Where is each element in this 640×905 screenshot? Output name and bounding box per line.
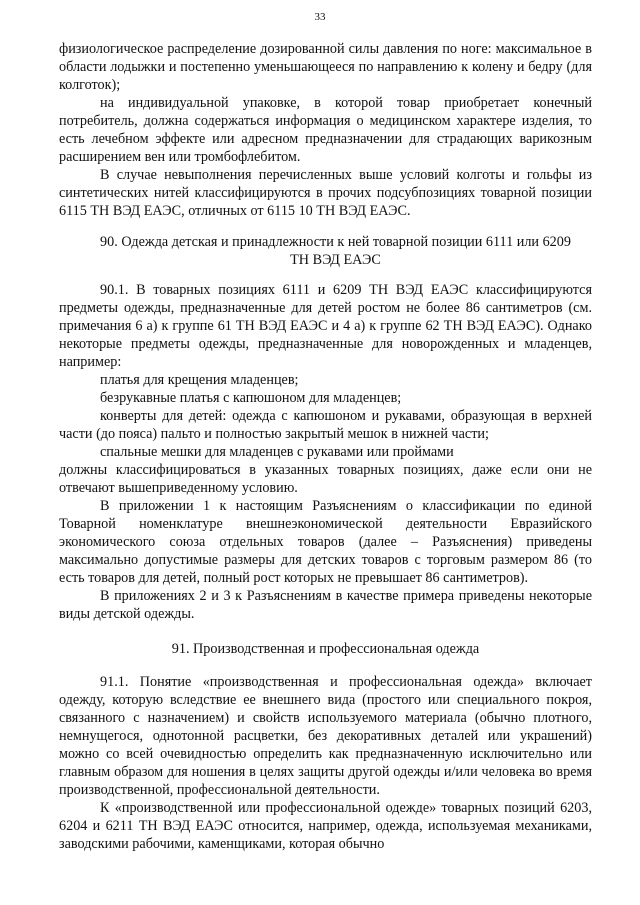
list-item: платья для крещения младенцев;	[100, 372, 299, 388]
paragraph: В приложениях 2 и 3 к Разъяснениям в качестве примера приведены некоторые виды детской одежды.	[59, 588, 592, 622]
list-item: безрукавные платья с капюшоном для младенцев;	[100, 390, 402, 406]
paragraph: физиологическое распределение дозированной силы давления по ноге: максимальное в области лодыжки и постепенно уменьшающееся по направлению к колену и бедру (для колготок);	[59, 41, 592, 93]
list-item: конверты для детей: одежда с капюшоном и рукавами, образующая в верхней части (до пояса) пальто и полностью закрытый мешок в нижней части;	[59, 408, 592, 442]
paragraph: В приложении 1 к настоящим Разъяснениям о классификации по единой Товарной номенклатуре внешнеэкономической деятельности Евразийского экономического союза отдельных товаров (далее – Разъяснения) приведены максимально допустимые размеры для детских товаров с торговым размером 86 (то есть товаров для детей, полный рост которых не превышает 86 сантиметров).	[59, 498, 592, 586]
page-number: 33	[314, 11, 326, 23]
paragraph: должны классифицироваться в указанных товарных позициях, даже если они не отвечают вышеприведенному условию.	[59, 462, 592, 496]
section-91-heading: 91. Производственная и профессиональная одежда	[171, 641, 480, 657]
list-item: спальные мешки для младенцев с рукавами или проймами	[100, 444, 454, 460]
paragraph: В случае невыполнения перечисленных выше условий колготы и гольфы из синтетических нитей классифицируются в прочих подсубпозициях товарной позиции 6115 ТН ВЭД ЕАЭС, отличных от 6115 10 ТН ВЭД ЕАЭС.	[59, 167, 592, 219]
paragraph: 91.1. Понятие «производственная и профессиональная одежда» включает одежду, которую вследствие ее внешнего вида (простого или специального покроя, связанного с назначением) и свойств используемого материала (обычно плотного, немнущегося, однотонной расцветки, без декоративных деталей или украшений) можно со всей очевидностью определить как предназначенную исключительно или главным образом для ношения в целях защиты другой одежды и/или человека во время производственной, профессиональной деятельности.	[59, 674, 592, 798]
document-body	[59, 40, 592, 853]
section-90-heading: 90. Одежда детская и принадлежности к ней товарной позиции 6111 или 6209 ТН ВЭД ЕАЭС	[100, 234, 571, 268]
paragraph: К «производственной или профессиональной одежде» товарных позиций 6203, 6204 и 6211 ТН ВЭД ЕАЭС относится, например, одежда, используемая механиками, заводскими рабочими, каменщиками, которая обычно	[59, 800, 592, 852]
paragraph: на индивидуальной упаковке, в которой товар приобретает конечный потребитель, должна содержаться информация о медицинском характере изделия, то есть лечебном эффекте или адресном предназначении для страдающих варикозным расширением вен или тромбофлебитом.	[59, 95, 592, 165]
paragraph: 90.1. В товарных позициях 6111 и 6209 ТН ВЭД ЕАЭС классифицируются предметы одежды, предназначенные для детей ростом не более 86 сантиметров (см. примечания 6 а) к группе 61 ТН ВЭД ЕАЭС и 4 а) к группе 62 ТН ВЭД ЕАЭС). Однако некоторые предметы одежды, предназначенные для новорожденных и младенцев, например:	[59, 282, 592, 370]
